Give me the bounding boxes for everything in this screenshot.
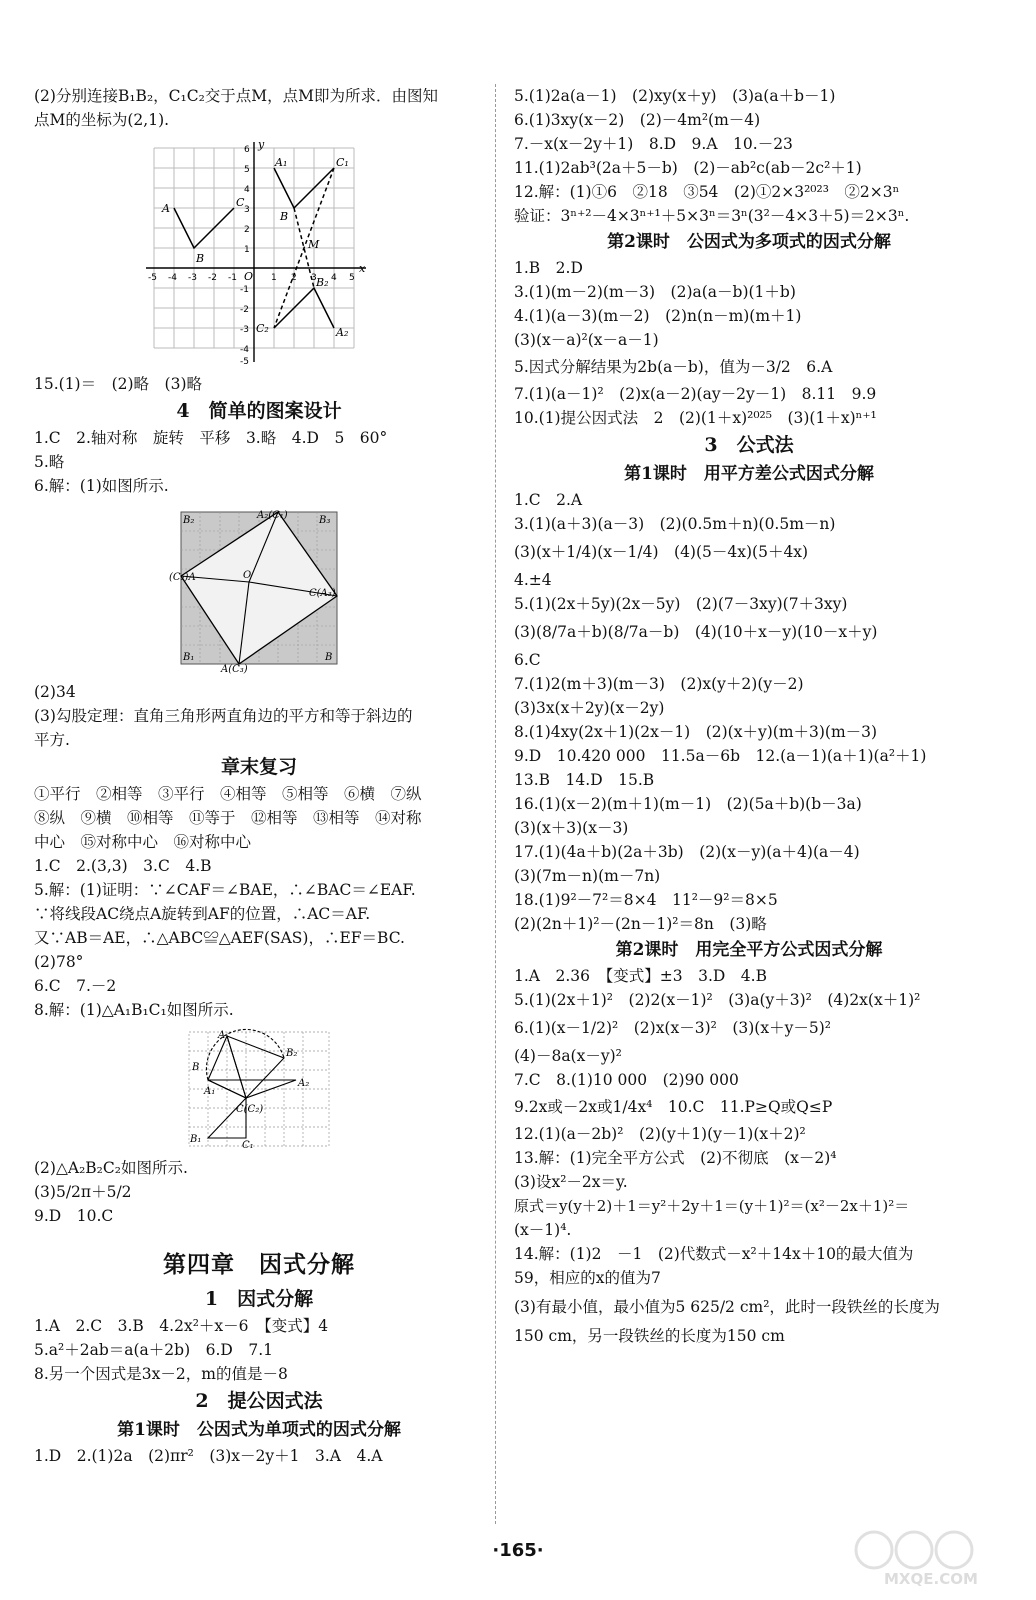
watermark-text: MXQE.COM [884, 1570, 978, 1588]
text-line: 7.(1)(a－1)² (2)x(a－2)(ay－2y－1) 8.11 9.9 [514, 385, 877, 403]
point-label: B₃ [319, 515, 331, 526]
point-label: A₁ [204, 1086, 216, 1097]
text-line: 中心 ⑮对称中心 ⑯对称中心 [34, 833, 252, 851]
text-line: 17.(1)(4a＋b)(2a＋3b) (2)(x－y)(a＋4)(a－4) [514, 843, 860, 861]
x-tick: -1 [228, 273, 237, 283]
y-tick: -1 [240, 285, 249, 295]
x-tick: 5 [349, 273, 355, 283]
left-top-block [34, 84, 484, 132]
text-line: (3)5/2π＋5/2 [34, 1183, 132, 1201]
text-line: 18.(1)9²－7²＝8×4 11²－9²＝8×5 [514, 891, 778, 909]
point-label: B₁ [190, 1134, 202, 1145]
text-line: (2)34 [34, 683, 76, 701]
point-label: A₁ [275, 156, 288, 169]
point-label: A₂ [298, 1078, 310, 1089]
point-label: B₂ [286, 1048, 298, 1059]
text-line: (3)3x(x＋2y)(x－2y) [514, 699, 665, 717]
text-line: 验证：3ⁿ⁺²－4×3ⁿ⁺¹＋5×3ⁿ＝3ⁿ(3²－4×3＋5)＝2×3ⁿ. [514, 207, 910, 225]
point-label: C₁ [242, 1140, 254, 1150]
text-line: (2)78° [34, 953, 84, 971]
text-line: 11.(1)2ab³(2a＋5－b) (2)－ab²c(ab－2c²＋1) [514, 159, 862, 177]
left-column [34, 84, 484, 1468]
text-line: (4)－8a(x－y)² [514, 1047, 622, 1065]
text-line: 9.D 10.420 000 11.5a－6b 12.(a－1)(a＋1)(a²＋1) [514, 747, 927, 765]
text-line: 1.C 2.轴对称 旋转 平移 3.略 4.D 5 60° [34, 429, 388, 447]
text-line: (3)(x－a)²(x－a－1) [514, 331, 659, 349]
text-line: (3)勾股定理：直角三角形两直角边的平方和等于斜边的 [34, 707, 413, 725]
text-line: 14.解：(1)2 －1 (2)代数式－x²＋14x＋10的最大值为 [514, 1245, 914, 1263]
y-tick: -2 [240, 305, 249, 315]
x-tick: -5 [148, 273, 157, 283]
point-label: A [218, 1030, 226, 1041]
watermark-logo [844, 1528, 1014, 1588]
point-label: B [280, 210, 289, 223]
text-line: 9.2x或－2x或1/4x⁴ 10.C 11.P≥Q或Q≤P [514, 1098, 833, 1116]
x-tick: 4 [331, 273, 337, 283]
text-line: 7.C 8.(1)10 000 (2)90 000 [514, 1071, 739, 1089]
x-tick: 3 [311, 273, 317, 283]
section-title: 3 公式法 [704, 434, 794, 456]
y-tick: 2 [244, 225, 250, 235]
x-tick: 1 [271, 273, 277, 283]
text-line: 6.C [514, 651, 541, 669]
text-line: 4.±4 [514, 571, 552, 589]
text-line: 5.解：(1)证明：∵∠CAF＝∠BAE，∴∠BAC＝∠EAF. [34, 881, 416, 899]
text-line: 6.C 7.－2 [34, 977, 117, 995]
y-tick: 1 [244, 245, 250, 255]
text-line: (x－1)⁴. [514, 1221, 572, 1239]
point-label: A(C₃) [221, 664, 248, 674]
text-line: 平方. [34, 731, 70, 749]
text-line: 4.(1)(a－3)(m－2) (2)n(n－m)(m＋1) [514, 307, 802, 325]
section-title: 4 简单的图案设计 [176, 400, 342, 422]
y-axis-label: y [258, 138, 265, 151]
point-label: A [162, 202, 170, 215]
text-line: 7.(1)2(m＋3)(m－3) (2)x(y＋2)(y－2) [514, 675, 804, 693]
x-tick: 2 [291, 273, 297, 283]
text-line: 1.B 2.D [514, 259, 583, 277]
text-line: 1.D 2.(1)2a (2)πr² (3)x－2y＋1 3.A 4.A [34, 1447, 383, 1465]
text-line: 59，相应的x的值为7 [514, 1269, 661, 1287]
text-line: ⑧纵 ⑨横 ⑩相等 ⑪等于 ⑫相等 ⑬相等 ⑭对称 [34, 809, 422, 827]
lesson-title: 第1课时 用平方差公式因式分解 [624, 464, 874, 484]
lesson-title: 第1课时 公因式为单项式的因式分解 [117, 1420, 401, 1440]
text-line: ①平行 ②相等 ③平行 ④相等 ⑤相等 ⑥横 ⑦纵 [34, 785, 422, 803]
review-title: 章末复习 [220, 756, 297, 778]
point-label: B₂ [316, 276, 329, 289]
point-label: B₁ [183, 652, 195, 663]
y-tick: -3 [240, 325, 249, 335]
text-line: 6.(1)(x－1/2)² (2)x(x－3)² (3)(x＋y－5)² [514, 1019, 831, 1037]
section-title: 2 提公因式法 [195, 1390, 323, 1412]
text-line: 5.(1)2a(a－1) (2)xy(x＋y) (3)a(a＋b－1) [514, 87, 836, 105]
text-line: 1.A 2.36 【变式】±3 3.D 4.B [514, 967, 767, 985]
text-line: 13.解：(1)完全平方公式 (2)不彻底 (x－2)⁴ [514, 1149, 837, 1167]
text-line: 150 cm，另一段铁丝的长度为150 cm [514, 1327, 785, 1345]
point-label: (C₂)A [169, 572, 196, 583]
rotation-figure [184, 1028, 334, 1150]
text-line: 5.因式分解结果为2b(a－b)，值为－3/2 6.A [514, 358, 833, 376]
point-label: C₂ [256, 322, 269, 335]
text-line: 1.C 2.(3,3) 3.C 4.B [34, 857, 212, 875]
text-line: 8.(1)4xy(2x＋1)(2x－1) (2)(x＋y)(m＋3)(m－3) [514, 723, 878, 741]
x-tick: -4 [168, 273, 177, 283]
text-line: 8.另一个因式是3x－2，m的值是－8 [34, 1365, 288, 1383]
text-line: 3.(1)(a＋3)(a－3) (2)(0.5m＋n)(0.5m－n) [514, 515, 836, 533]
text-line: 1.A 2.C 3.B 4.2x²＋x－6 【变式】4 [34, 1317, 329, 1335]
x-tick: -2 [208, 273, 217, 283]
text-line: (3)(7m－n)(m－7n) [514, 867, 661, 885]
right-column [514, 84, 984, 1348]
y-tick: 3 [244, 205, 250, 215]
text-line: 5.(1)(2x＋1)² (2)2(x－1)² (3)a(y＋3)² (4)2x(x＋1)² [514, 991, 921, 1009]
lesson-title: 第2课时 用完全平方公式因式分解 [615, 940, 883, 960]
y-tick: -5 [240, 357, 249, 366]
text-line: (3)(8/7a＋b)(8/7a－b) (4)(10＋x－y)(10－x＋y) [514, 623, 878, 641]
text-line: 点M的坐标为(2,1). [34, 111, 170, 129]
point-label: B [325, 652, 333, 663]
text-line: 3.(1)(m－2)(m－3) (2)a(a－b)(1＋b) [514, 283, 796, 301]
text-line: (3)有最小值，最小值为5 625/2 cm²，此时一段铁丝的长度为 [514, 1298, 940, 1316]
page-number: ·165· [492, 1540, 544, 1561]
section-title: 1 因式分解 [204, 1288, 314, 1310]
text-line: 5.a²＋2ab＝a(a＋2b) 6.D 7.1 [34, 1341, 273, 1359]
lesson-title: 第2课时 公因式为多项式的因式分解 [607, 232, 891, 252]
text-line: (2)分别连接B₁B₂，C₁C₂交于点M，点M即为所求．由图知 [34, 87, 439, 105]
text-line: (3)设x²－2x＝y. [514, 1173, 628, 1191]
point-label: M [308, 238, 320, 251]
point-label: C [236, 196, 245, 209]
point-label: O [243, 570, 252, 581]
column-divider [495, 84, 496, 1524]
point-label: C(A₃) [309, 588, 336, 599]
pattern-design-figure [169, 504, 349, 674]
text-line: 7.－x(x－2y＋1) 8.D 9.A 10.－23 [514, 135, 793, 153]
text-line: 5.(1)(2x＋5y)(2x－5y) (2)(7－3xy)(7＋3xy) [514, 595, 848, 613]
text-line: 9.D 10.C [34, 1207, 114, 1225]
point-label: C₁ [336, 156, 349, 169]
chapter-title: 第四章 因式分解 [163, 1251, 355, 1278]
y-tick: 5 [244, 165, 250, 175]
text-line: 16.(1)(x－2)(m＋1)(m－1) (2)(5a＋b)(b－3a) [514, 795, 862, 813]
x-axis-label: x [359, 262, 366, 275]
point-label: C(C₂) [236, 1104, 264, 1115]
coordinate-grid-figure [144, 138, 374, 366]
text-line: ∵将线段AC绕点A旋转到AF的位置，∴AC＝AF. [34, 905, 371, 923]
point-label: B [192, 1062, 200, 1073]
text-line: 5.略 [34, 453, 65, 471]
text-line: (2)△A₂B₂C₂如图所示. [34, 1159, 188, 1177]
y-tick: 4 [244, 185, 250, 195]
y-tick: 6 [244, 145, 250, 155]
point-label: A₂ [336, 326, 349, 339]
text-line: (2)(2n＋1)²－(2n－1)²＝8n (3)略 [514, 915, 767, 933]
origin-label: O [244, 270, 254, 283]
text-line: 又∵AB＝AE，∴△ABC≌△AEF(SAS)，∴EF＝BC. [34, 929, 405, 947]
y-tick: -4 [240, 345, 249, 355]
text-line: 1.C 2.A [514, 491, 583, 509]
text-line: (3)(x＋1/4)(x－1/4) (4)(5－4x)(5＋4x) [514, 543, 809, 561]
x-tick: -3 [188, 273, 197, 283]
text-line: 6.(1)3xy(x－2) (2)－4m²(m－4) [514, 111, 761, 129]
text-line: 12.(1)(a－2b)² (2)(y＋1)(y－1)(x＋2)² [514, 1125, 806, 1143]
point-label: B₂ [183, 515, 195, 526]
text-line: 8.解：(1)△A₁B₁C₁如图所示. [34, 1001, 234, 1019]
text-line: 13.B 14.D 15.B [514, 771, 655, 789]
point-label: B [196, 252, 205, 265]
text-line: (3)(x＋3)(x－3) [514, 819, 629, 837]
text-line: 6.解：(1)如图所示. [34, 477, 169, 495]
text-line: 原式＝y(y＋2)＋1＝y²＋2y＋1＝(y＋1)²＝(x²－2x＋1)²＝ [514, 1197, 910, 1215]
text-line: 12.解：(1)①6 ②18 ③54 (2)①2×3²⁰²³ ②2×3ⁿ [514, 183, 900, 201]
text-line: 15.(1)＝ (2)略 (3)略 [34, 375, 203, 393]
point-label: A₂(C₁) [257, 510, 288, 521]
text-line: 10.(1)提公因式法 2 (2)(1＋x)²⁰²⁵ (3)(1＋x)ⁿ⁺¹ [514, 409, 877, 427]
